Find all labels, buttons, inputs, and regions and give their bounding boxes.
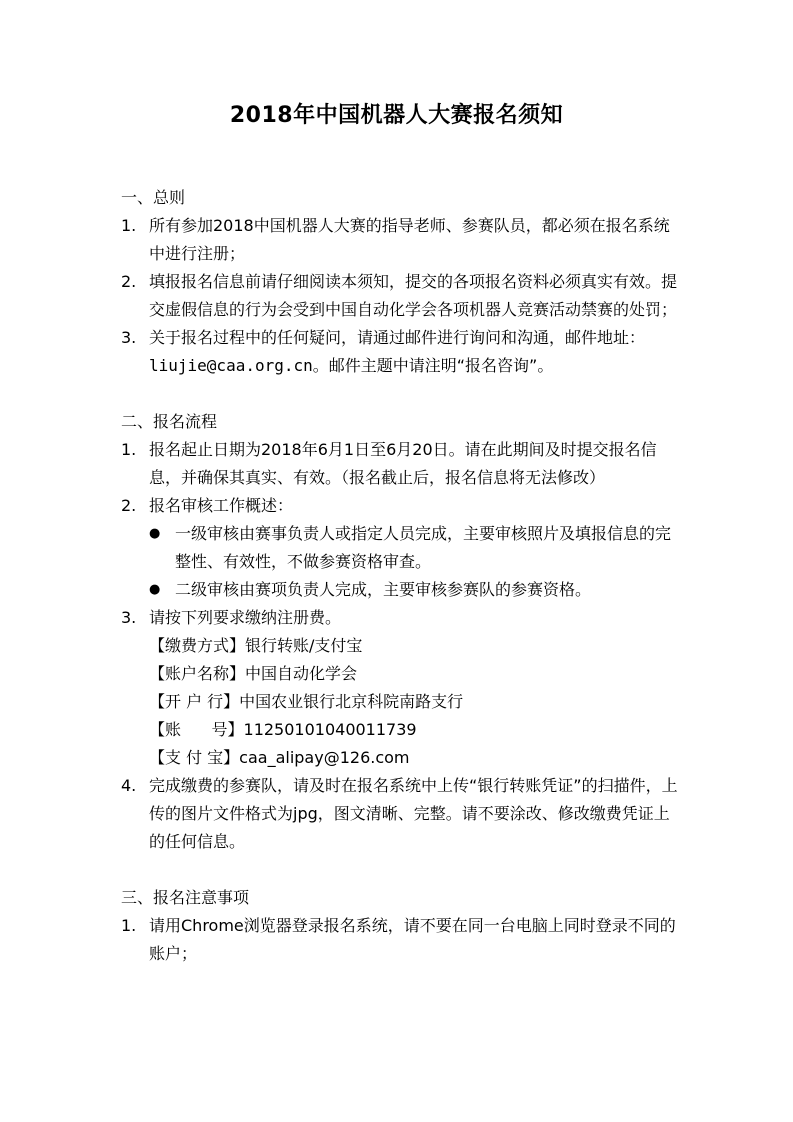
bullet-icon: ●: [149, 582, 161, 597]
item-number: 1.: [121, 916, 137, 935]
alipay-line: 【支 付 宝】caa_alipay@126.com: [149, 748, 410, 767]
bullet-item: [121, 520, 681, 576]
list-item: [121, 912, 681, 968]
bullet-text: 二级审核由赛项负责人完成，主要审核参赛队的参赛资格。: [175, 580, 592, 599]
section-spacer: [121, 856, 681, 884]
item-text: 关于报名过程中的任何疑问，请通过邮件进行询问和沟通，邮件地址：: [149, 328, 646, 347]
list-item: [121, 324, 681, 380]
bank-branch-line: 【开 户 行】中国农业银行北京科院南路支行: [149, 692, 464, 711]
bullet-icon: ●: [149, 526, 161, 541]
section-heading-notes: 三、报名注意事项: [121, 888, 250, 907]
item-number: 1.: [121, 440, 137, 459]
bullet-text: 一级审核由赛事负责人或指定人员完成，主要审核照片及填报信息的完整性、有效性，不做参赛资格审查。: [175, 524, 672, 571]
list-item: [121, 604, 681, 632]
section-heading-process: 二、报名流程: [121, 412, 218, 431]
payment-method-line: 【缴费方式】银行转账/支付宝: [149, 636, 363, 655]
item-number: 2.: [121, 272, 137, 291]
section-spacer: [121, 380, 681, 408]
list-item: [121, 268, 681, 324]
account-number-line: 【账 号】11250101040011739: [149, 720, 417, 739]
item-number: 3.: [121, 328, 137, 347]
item-text: 完成缴费的参赛队，请及时在报名系统中上传“银行转账凭证”的扫描件，上传的图片文件格式为jpg，图文清晰、完整。请不要涂改、修改缴费凭证上的任何信息。: [149, 776, 678, 851]
document-body: [121, 184, 681, 968]
item-number: 1.: [121, 216, 137, 235]
item-text: 填报报名信息前请仔细阅读本须知，提交的各项报名资料必须真实有效。提交虚假信息的行为会受到中国自动化学会各项机器人竞赛活动禁赛的处罚；: [149, 272, 678, 319]
document-title: 2018年中国机器人大赛报名须知: [229, 103, 564, 128]
contact-email: liujie@caa.org.cn: [149, 356, 313, 375]
item-text: 请按下列要求缴纳注册费。: [149, 608, 342, 627]
item-text: 。邮件主题中请注明“报名咨询”。: [312, 356, 554, 375]
section-heading-general: 一、总则: [121, 188, 186, 207]
item-text: 所有参加2018中国机器人大赛的指导老师、参赛队员，都必须在报名系统中进行注册；: [149, 216, 670, 263]
item-number: 3.: [121, 608, 137, 627]
item-text: 报名审核工作概述：: [149, 496, 294, 515]
bullet-item: [121, 576, 681, 604]
list-item: [121, 772, 681, 856]
item-number: 2.: [121, 496, 137, 515]
item-text: 请用Chrome浏览器登录报名系统，请不要在同一台电脑上同时登录不同的账户；: [149, 916, 676, 963]
list-item: [121, 436, 681, 492]
list-item: [121, 492, 681, 520]
item-text: 报名起止日期为2018年6月1日至6月20日。请在此期间及时提交报名信息，并确保其真实、有效。（报名截止后，报名信息将无法修改）: [149, 440, 657, 487]
account-name-line: 【账户名称】中国自动化学会: [149, 664, 358, 683]
item-number: 4.: [121, 776, 137, 795]
list-item: [121, 212, 681, 268]
